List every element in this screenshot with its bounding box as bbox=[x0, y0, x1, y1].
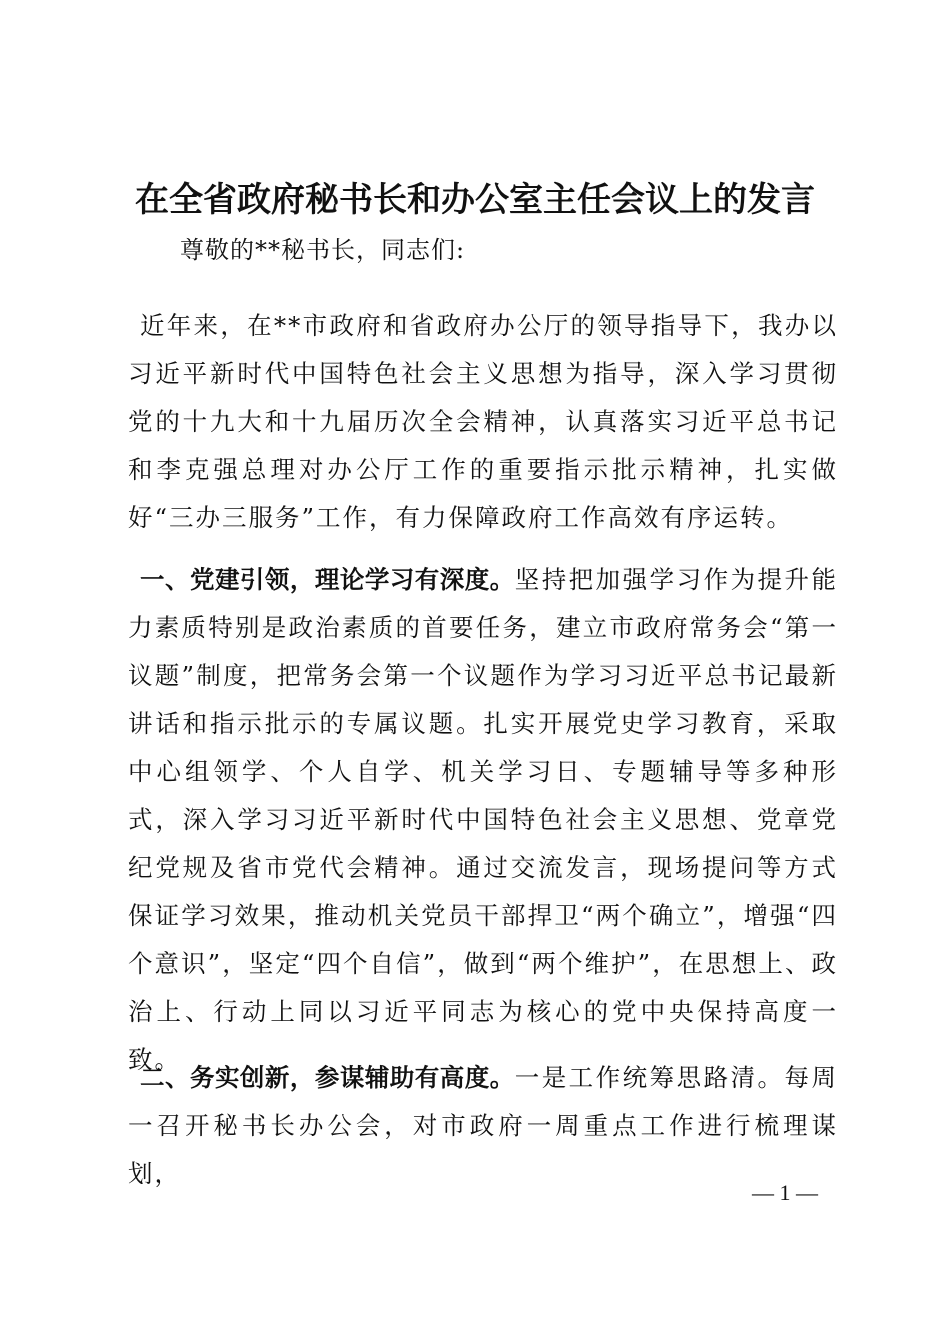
section-two-heading: 二、务实创新，参谋辅助有高度。 bbox=[140, 1063, 515, 1092]
section-two-paragraph bbox=[128, 1054, 838, 1198]
section-one-paragraph bbox=[128, 556, 838, 1084]
section-one-body: 坚持把加强学习作为提升能力素质特别是政治素质的首要任务，建立市政府常务会“第一议题”制度，把常务会第一个议题作为学习习近平总书记最新讲话和指示批示的专属议题。扎实开展党史学习教育，采取中心组领学、个人自学、机关学习日、专题辅导等多种形式，深入学习习近平新时代中国特色社会主义思想、党章党纪党规及省市党代会精神。通过交流发言，现场提问等方式保证学习效果，推动机关党员干部捍卫“两个确立”，增强“四个意识”，坚定“四个自信”，做到“两个维护”，在思想上、政治上、行动上同以习近平同志为核心的党中央保持高度一致。 bbox=[128, 565, 839, 1074]
salutation: 尊敬的**秘书长，同志们: bbox=[180, 236, 466, 264]
intro-paragraph: 近年来，在**市政府和省政府办公厅的领导指导下，我办以习近平新时代中国特色社会主义思想为指导，深入学习贯彻党的十九大和十九届历次全会精神，认真落实习近平总书记和李克强总理对办公厅工作的重要指示批示精神，扎实做好“三办三服务”工作，有力保障政府工作高效有序运转。 bbox=[128, 311, 838, 532]
section-two-body: 一是工作统筹思路清。每周一召开秘书长办公会，对市政府一周重点工作进行梳理谋划， bbox=[128, 1063, 839, 1188]
document-title: 在全省政府秘书长和办公室主任会议上的发言 bbox=[135, 180, 815, 220]
section-one-heading: 一、党建引领，理论学习有深度。 bbox=[140, 565, 515, 594]
page-number: — 1 — bbox=[752, 1180, 818, 1205]
